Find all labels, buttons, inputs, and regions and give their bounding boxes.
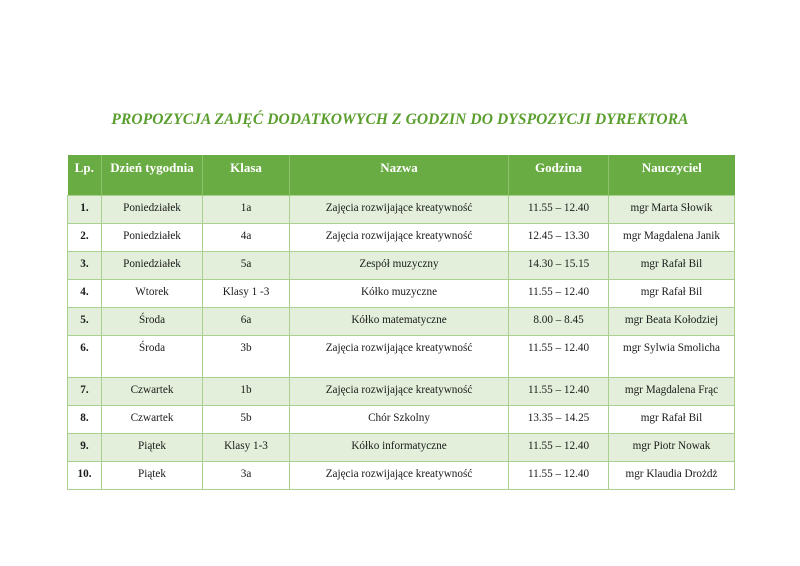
cell-class: 4a xyxy=(203,224,290,252)
cell-class: 3a xyxy=(203,462,290,490)
cell-time: 14.30 – 15.15 xyxy=(509,252,609,280)
document-title: PROPOZYCJA ZAJĘĆ DODATKOWYCH Z GODZIN DO DYSPOZYCJI DYREKTORA xyxy=(111,111,689,128)
cell-lp: 2. xyxy=(68,224,102,252)
table-row xyxy=(68,224,735,252)
header-row xyxy=(68,155,735,196)
table-row xyxy=(68,252,735,280)
cell-lp: 9. xyxy=(68,434,102,462)
table-row xyxy=(68,434,735,462)
cell-teacher: mgr Sylwia Smolicha xyxy=(609,336,735,378)
cell-time: 11.55 – 12.40 xyxy=(509,434,609,462)
cell-day: Piątek xyxy=(102,462,203,490)
table-row xyxy=(68,406,735,434)
cell-teacher: mgr Piotr Nowak xyxy=(609,434,735,462)
cell-lp: 6. xyxy=(68,336,102,378)
table-row xyxy=(68,280,735,308)
cell-time: 11.55 – 12.40 xyxy=(509,280,609,308)
cell-class: 3b xyxy=(203,336,290,378)
header-class: Klasa xyxy=(203,155,290,196)
cell-teacher: mgr Rafał Bil xyxy=(609,280,735,308)
schedule-table xyxy=(67,155,735,490)
cell-activity-name: Zespół muzyczny xyxy=(290,252,509,280)
cell-class: 1a xyxy=(203,196,290,224)
cell-teacher: mgr Rafał Bil xyxy=(609,406,735,434)
cell-lp: 4. xyxy=(68,280,102,308)
table-header xyxy=(68,155,735,196)
cell-teacher: mgr Beata Kołodziej xyxy=(609,308,735,336)
cell-class: 5a xyxy=(203,252,290,280)
cell-lp: 8. xyxy=(68,406,102,434)
cell-time: 12.45 – 13.30 xyxy=(509,224,609,252)
cell-class: 1b xyxy=(203,378,290,406)
table-row xyxy=(68,336,735,378)
cell-day: Środa xyxy=(102,336,203,378)
cell-day: Czwartek xyxy=(102,406,203,434)
cell-day: Poniedziałek xyxy=(102,196,203,224)
table-body xyxy=(68,196,735,490)
table-row xyxy=(68,196,735,224)
header-time: Godzina xyxy=(509,155,609,196)
cell-lp: 7. xyxy=(68,378,102,406)
cell-activity-name: Kółko matematyczne xyxy=(290,308,509,336)
cell-lp: 10. xyxy=(68,462,102,490)
cell-teacher: mgr Magdalena Frąc xyxy=(609,378,735,406)
cell-activity-name: Zajęcia rozwijające kreatywność xyxy=(290,462,509,490)
cell-day: Poniedziałek xyxy=(102,252,203,280)
cell-time: 11.55 – 12.40 xyxy=(509,336,609,378)
cell-teacher: mgr Rafał Bil xyxy=(609,252,735,280)
header-day: Dzień tygodnia xyxy=(102,155,203,196)
cell-day: Wtorek xyxy=(102,280,203,308)
cell-teacher: mgr Klaudia Drożdż xyxy=(609,462,735,490)
cell-class: Klasy 1 -3 xyxy=(203,280,290,308)
cell-activity-name: Zajęcia rozwijające kreatywność xyxy=(290,224,509,252)
cell-lp: 3. xyxy=(68,252,102,280)
cell-activity-name: Zajęcia rozwijające kreatywność xyxy=(290,196,509,224)
cell-lp: 5. xyxy=(68,308,102,336)
header-teacher: Nauczyciel xyxy=(609,155,735,196)
table-row xyxy=(68,378,735,406)
cell-class: 6a xyxy=(203,308,290,336)
cell-class: 5b xyxy=(203,406,290,434)
cell-activity-name: Zajęcia rozwijające kreatywność xyxy=(290,336,509,378)
cell-activity-name: Kółko informatyczne xyxy=(290,434,509,462)
cell-class: Klasy 1-3 xyxy=(203,434,290,462)
cell-time: 11.55 – 12.40 xyxy=(509,378,609,406)
cell-time: 11.55 – 12.40 xyxy=(509,462,609,490)
header-lp: Lp. xyxy=(68,155,102,196)
cell-teacher: mgr Magdalena Janik xyxy=(609,224,735,252)
table-row xyxy=(68,308,735,336)
cell-time: 11.55 – 12.40 xyxy=(509,196,609,224)
header-name: Nazwa xyxy=(290,155,509,196)
cell-time: 8.00 – 8.45 xyxy=(509,308,609,336)
cell-activity-name: Zajęcia rozwijające kreatywność xyxy=(290,378,509,406)
cell-day: Piątek xyxy=(102,434,203,462)
cell-day: Poniedziałek xyxy=(102,224,203,252)
cell-lp: 1. xyxy=(68,196,102,224)
cell-day: Czwartek xyxy=(102,378,203,406)
cell-teacher: mgr Marta Słowik xyxy=(609,196,735,224)
cell-day: Środa xyxy=(102,308,203,336)
cell-activity-name: Kółko muzyczne xyxy=(290,280,509,308)
cell-time: 13.35 – 14.25 xyxy=(509,406,609,434)
table-row xyxy=(68,462,735,490)
cell-activity-name: Chór Szkolny xyxy=(290,406,509,434)
